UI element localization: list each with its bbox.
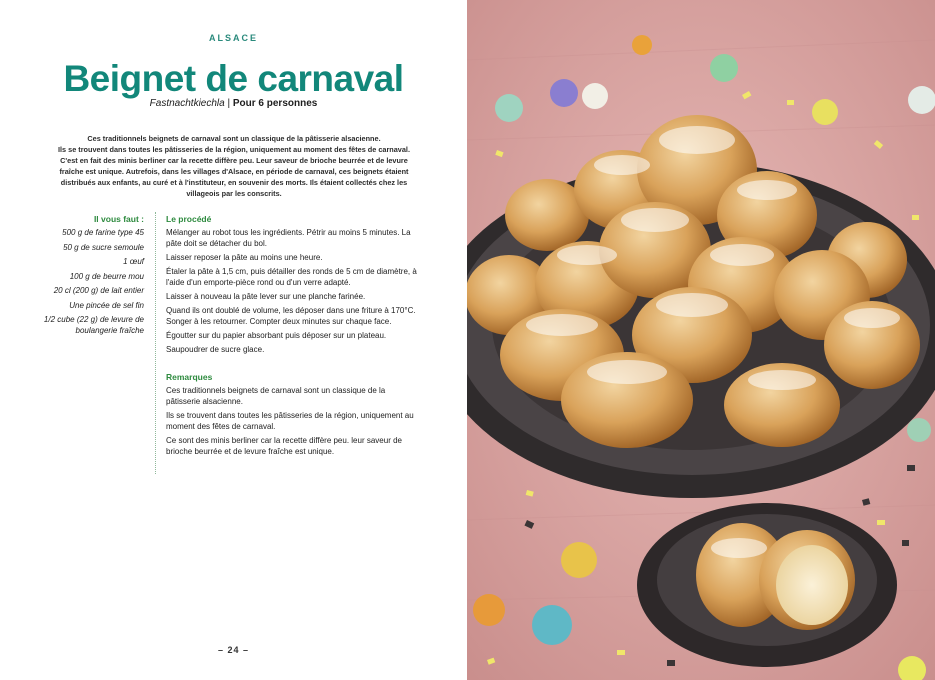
ingredient-item: Une pincée de sel fin bbox=[69, 300, 144, 310]
method-step: Quand ils ont doublé de volume, les déposer dans une friture à 170°C. Songer à les retourner. Compter deux minutes sur chaque face. bbox=[166, 306, 416, 326]
page-number: – 24 – bbox=[217, 645, 250, 655]
ingredient-item: 500 g de farine type 45 bbox=[62, 228, 144, 237]
ingredients-heading: Il vous faut : bbox=[93, 214, 144, 224]
recipe-title: Beignet de carnaval bbox=[63, 58, 404, 99]
section-gap bbox=[166, 358, 421, 372]
ingredient-item: 50 g de sucre semoule bbox=[63, 242, 144, 252]
intro-line: Ces traditionnels beignets de carnaval sont un classique de la pâtisserie alsacienne. bbox=[87, 134, 381, 143]
region-label: ALSACE bbox=[208, 33, 258, 43]
servings: Pour 6 personnes bbox=[232, 98, 318, 109]
local-name: Fastnachtkiechla bbox=[149, 98, 225, 109]
intro-line: distribués aux enfants, au curé et à l'instituteur, en souvenir des morts. Ils étaient collectés chez les bbox=[60, 178, 408, 187]
intro-line: villageois par les conscrits. bbox=[186, 189, 282, 198]
ingredient-item: 1/2 cube (22 g) de levure de boulangerie fraîche bbox=[43, 315, 144, 335]
subtitle-separator: | bbox=[224, 98, 233, 109]
method-step: Égoutter sur du papier absorbant puis déposer sur un plateau. bbox=[166, 331, 387, 340]
remarks-heading: Remarques bbox=[166, 372, 213, 382]
beignets-photo bbox=[467, 0, 935, 680]
method-column bbox=[166, 214, 421, 460]
remark-item: Ces traditionnels beignets de carnaval sont un classique de la pâtisserie alsacienne. bbox=[166, 386, 386, 406]
recipe-subtitle bbox=[0, 98, 467, 109]
ingredient-item: 20 cl (200 g) de lait entier bbox=[53, 286, 144, 295]
intro-paragraph bbox=[40, 133, 428, 199]
intro-line: C'est en fait des minis berliner car la recette diffère peu. Leur saveur de brioche beurrée et de levure bbox=[60, 156, 408, 165]
remark-item: Ce sont des minis berliner car la recette diffère peu. leur saveur de brioche beurrée et de levure fraîche est unique. bbox=[166, 436, 402, 456]
method-step: Étaler la pâte à 1,5 cm, puis détailler des ronds de 5 cm de diamètre, à l'aide d'un emporte-pièce rond ou d'un verre adapté. bbox=[166, 267, 417, 287]
ingredient-item: 100 g de beurre mou bbox=[69, 271, 144, 281]
ingredient-item: 1 œuf bbox=[123, 257, 144, 266]
remark-item: Ils se trouvent dans toutes les pâtisseries de la région, uniquement au moment des fêtes de carnaval. bbox=[166, 411, 414, 431]
intro-line: Ils se trouvent dans toutes les pâtisseries de la région, uniquement au moment des fêtes de carnaval. bbox=[58, 145, 410, 154]
intro-line: fraîche est unique. Autrefois, dans les villages d'Alsace, en période de carnaval, ces beignets étaient bbox=[59, 167, 409, 176]
recipe-page bbox=[0, 0, 467, 680]
column-divider bbox=[155, 212, 156, 474]
method-step: Mélanger au robot tous les ingrédients. Pétrir au moins 5 minutes. La pâte doit se détacher du bol. bbox=[166, 228, 411, 248]
method-heading: Le procédé bbox=[166, 214, 212, 224]
method-step: Laisser reposer la pâte au moins une heure. bbox=[166, 253, 323, 262]
method-step: Saupoudrer de sucre glace. bbox=[166, 345, 265, 354]
ingredients-list bbox=[20, 214, 144, 340]
method-step: Laisser à nouveau la pâte lever sur une planche farinée. bbox=[166, 292, 366, 301]
